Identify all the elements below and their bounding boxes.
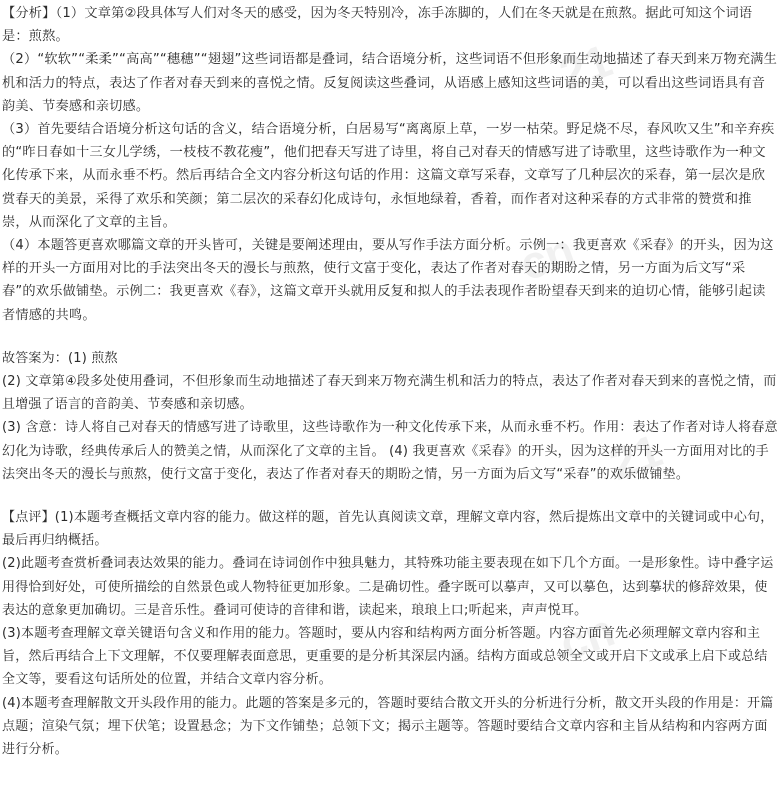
review-paragraph-4: (4)本题考查理解散文开头段作用的能力。此题的答案是多元的，答题时要结合散文开头的分析进行分析，散文开头段的作用是：开篇点题；渲染气氛；埋下伏笔；设置悬念；为下文作铺垫；总领下文；揭示主题等。答题时要结合文章内容和主旨从结构和内容两方面进行分析。 <box>2 695 774 758</box>
solution-content <box>2 2 778 761</box>
analysis-paragraph-4: （4）本题答更喜欢哪篇文章的开头皆可，关键是要阐述理由，要从写作手法方面分析。示例一：我更喜欢《采春》的开头，因为这样的开头一方面用对比的手法突出冬天的漫长与煎熬，使行文富于变化，表达了作者对春天的期盼之情，另一方面为后文写“采春”的欢乐做铺垫。示例二：我更喜欢《春》，这篇文章开头就用反复和拟人的手法表现作者盼望春天到来的迫切心情，能够引起读者情感的共鸣。 <box>2 238 774 323</box>
review-section <box>2 506 778 761</box>
answer-paragraph-3: (3) 含意：诗人将自己对春天的情感写进了诗歌里，这些诗歌作为一种文化传承下来，从而永垂不朽。作用：表达了作者对诗人将春意幻化为诗歌，经典传承后人的赞美之情，从而深化了文章的主旨。 (4) 我更喜欢《采春》的开头，因为这样的开头一方面用对比的手法突出冬天的漫长与煎熬，使行文富于变化，表达了作者对春天的期盼之情，另一方面为后文写“采春”的欢乐做铺垫。 <box>2 420 778 482</box>
watermark-mark: 21 <box>602 423 669 491</box>
review-paragraph-3: (3)本题考查理解文章关键语句含义和作用的能力。答题时，要从内容和结构两方面分析答题。内容方面首先必须理解文章内容和主旨，然后再结合上下文理解，不仅要理解表面意思，更重要的是分析其深层内涵。结构方面或总领全文或开启下文或承上启下或总结全文等，要看这句话所处的位置，并结合文章内容分析。 <box>2 626 768 688</box>
analysis-paragraph-2: （2）“软软”“柔柔”“高高”“穗穗”“翅翅”这些词语都是叠词，结合语境分析，这些词语不但形象而生动地描述了春天到来万物充满生机和活力的特点，表达了作者对春天到来的喜悦之情。反复阅读这些叠词，从语感上感知这些词语的美，可以看出这些词语具有音韵美、节奏感和亲切感。 <box>2 52 778 114</box>
watermark-mark: cn <box>552 603 621 671</box>
analysis-section <box>2 2 778 327</box>
answer-section <box>2 347 778 486</box>
analysis-paragraph-1: 【分析】（1）文章第②段具体写人们对冬天的感受，因为冬天特别冷，冻手冻脚的，人们在冬天就是在煎熬。据此可知这个词语是：煎熬。 <box>2 6 753 45</box>
review-paragraph-1: 【点评】(1)本题考查概括文章内容的能力。做这样的题，首先认真阅读文章，理解文章内容，然后提炼出文章中的关键词或中心句，最后再归纳概括。 <box>2 510 774 549</box>
watermark-mark: cn <box>512 223 581 291</box>
analysis-paragraph-3: （3）首先要结合语境分析这句话的含义，结合语境分析，白居易写“离离原上草，一岁一枯荣。野足烧不尽，春风吹又生”和辛弃疾的“昨日春如十三女儿学绣，一枝枝不教花瘦”，他们把春天写进了诗里，将自己对春天的情感写进了诗歌里，这些诗歌作为一种文化传承下来，从而永垂不朽。然后再结合全文内容分析这句话的作用：这篇文章写采春，文章写了几种层次的采春，第一层次是欣赏春天的美景，采得了欢乐和笑颜；第二层次的采春幻化成诗句，永恒地绿着，香着，而作者对这种采春的方式非常的赞赏和推崇，从而深化了文章的主旨。 <box>2 122 775 230</box>
answer-paragraph-1: 故答案为：(1) 煎熬 <box>2 350 118 366</box>
review-paragraph-2: (2)此题考查赏析叠词表达效果的能力。叠词在诗词创作中独具魅力，其特殊功能主要表现在如下几个方面。一是形象性。诗中叠字运用得恰到好处，可使所描绘的自然景色或人物特征更加形象。二是确切性。叠字既可以摹声，又可以摹色，达到摹状的修辞效果，使表达的意象更加确切。三是音乐性。叠词可使诗的音律和谐，读起来，琅琅上口;听起来，声声悦耳。 <box>2 556 774 618</box>
answer-paragraph-2: (2) 文章第④段多处使用叠词，不但形象而生动地描述了春天到来万物充满生机和活力的特点，表达了作者对春天到来的喜悦之情，而且增强了语言的音韵美、节奏感和亲切感。 <box>2 374 777 413</box>
watermark-mark: 21 <box>552 33 619 101</box>
